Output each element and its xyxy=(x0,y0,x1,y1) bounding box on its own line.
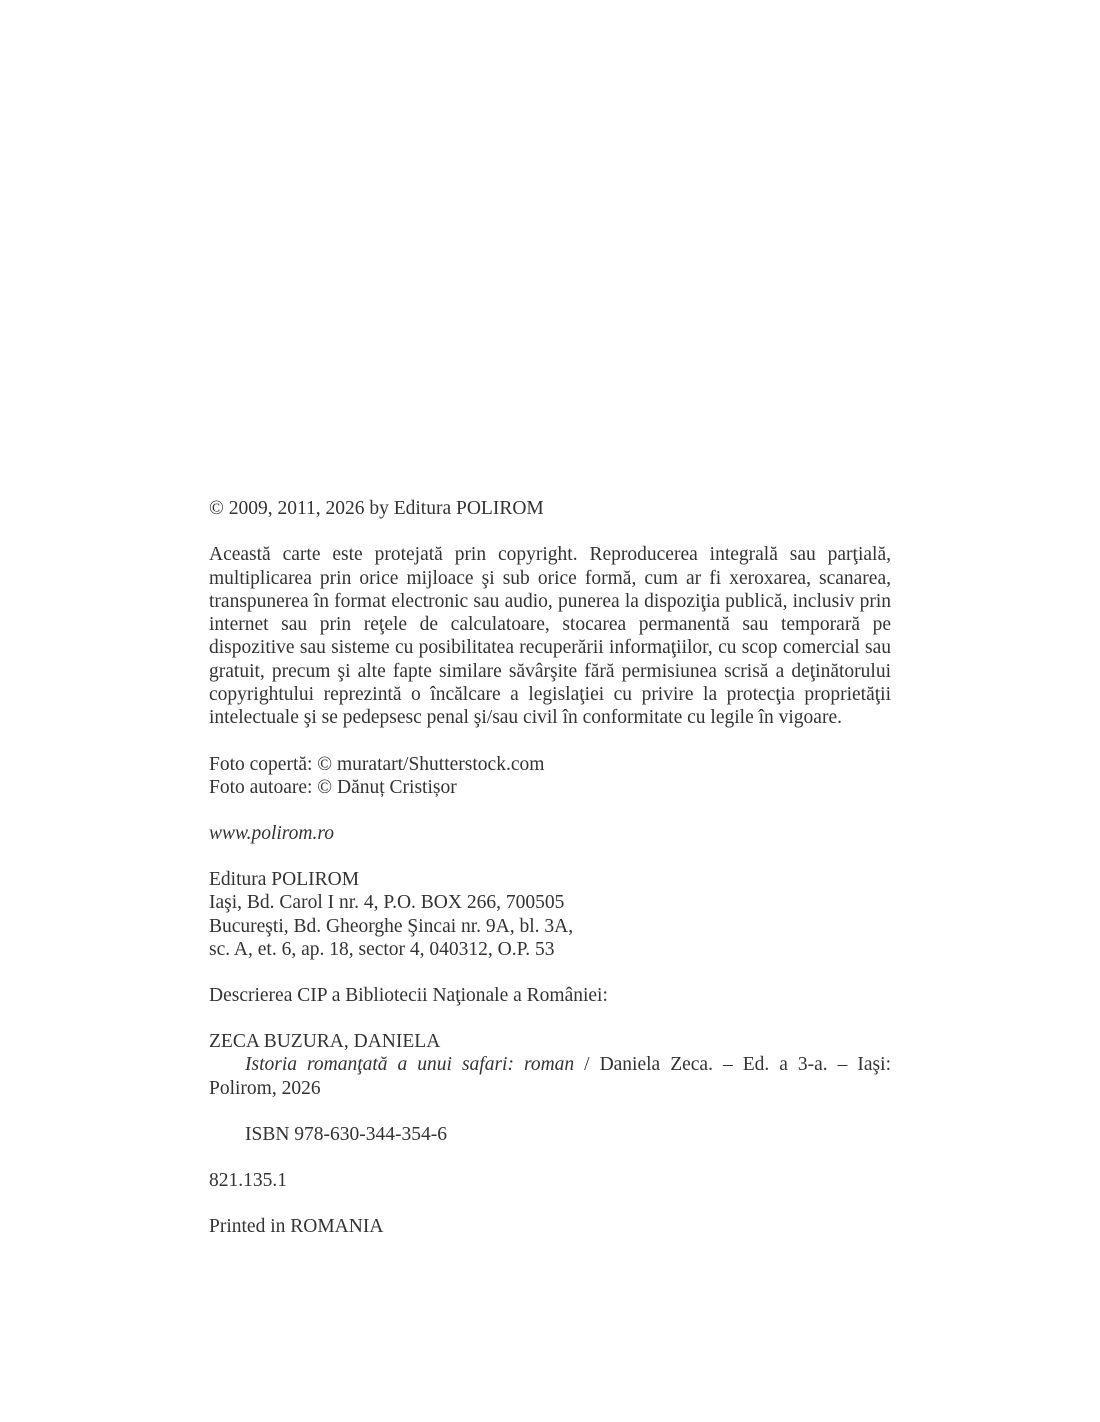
address-bucuresti-line-2: sc. A, et. 6, ap. 18, sector 4, 040312, O.P. 53 xyxy=(209,938,555,960)
address-bucuresti-line-1: Bucureşti, Bd. Gheorghe Şincai nr. 9A, bl. 3A, xyxy=(209,915,574,937)
address-iasi: Iaşi, Bd. Carol I nr. 4, P.O. BOX 266, 700505 xyxy=(209,892,565,914)
udc-code: 821.135.1 xyxy=(209,1170,287,1192)
cip-author: ZECA BUZURA, DANIELA xyxy=(209,1031,441,1053)
cover-photo-credit: Foto copertă: © muratart/Shutterstock.com xyxy=(209,753,545,775)
publisher-name: Editura POLIROM xyxy=(209,869,360,891)
author-photo-credit: Foto autoare: © Dănuț Cristișor xyxy=(209,776,457,798)
copyright-line: © 2009, 2011, 2026 by Editura POLIROM xyxy=(209,498,544,519)
printed-in: Printed in ROMANIA xyxy=(209,1216,384,1238)
cip-title: Istoria romanţată a unui safari: roman xyxy=(245,1054,575,1076)
copyright-block xyxy=(209,497,891,1238)
cip-details: / Daniela Zeca. – Ed. a 3-a. – Iaşi: Polirom, 2026 xyxy=(209,1054,891,1099)
publisher-address xyxy=(209,868,891,961)
isbn: ISBN 978-630-344-354-6 xyxy=(245,1123,448,1145)
photo-credits xyxy=(209,753,891,799)
cip-heading: Descrierea CIP a Bibliotecii Naţionale a României: xyxy=(209,985,608,1006)
legal-notice: Această carte este protejată prin copyright. Reproducerea integrală sau parţială, multiplicarea prin orice mijloace şi sub orice formă, cum ar fi xeroxarea, scanarea, transpunerea în format electronic sau audio, punerea la dispoziţia publică, inclusiv prin internet sau prin reţele de calculatoare, stocarea permanentă sau temporară pe dispozitive sau sisteme cu posibilitatea recuperării informaţiilor, cu scop comercial sau gratuit, precum şi alte fapte similare săvârşite fără permisiunea scrisă a deţinătorului copyrightului reprezintă o încălcare a legislaţiei cu privire la protecţia proprietăţii intelectuale şi se pedepsesc penal şi/sau civil în conformitate cu legile în vigoare. xyxy=(209,544,891,729)
website-link[interactable]: www.polirom.ro xyxy=(209,822,334,844)
cip-description xyxy=(209,1053,891,1099)
